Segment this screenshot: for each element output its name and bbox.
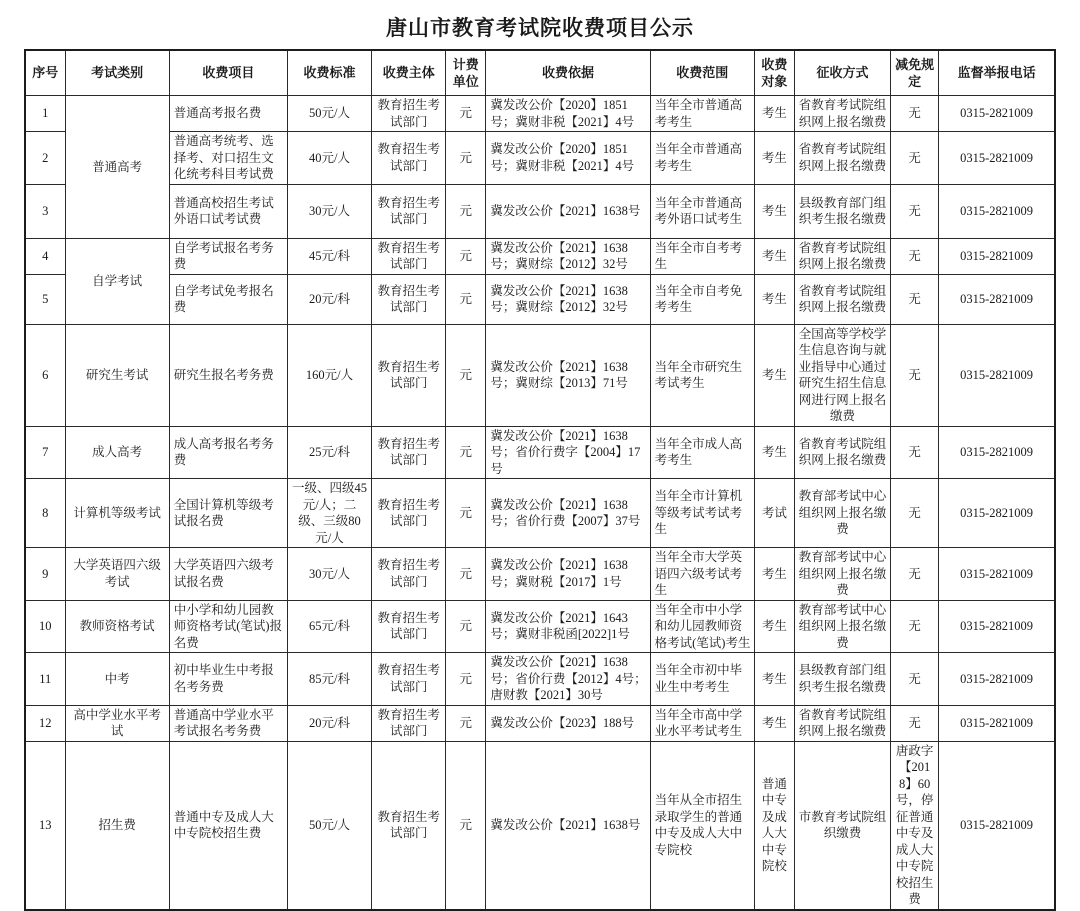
cell-billing-unit: 元	[446, 426, 486, 479]
cell-fee-item: 普通高中学业水平考试报名考务费	[169, 705, 287, 741]
cell-exam-category: 成人高考	[65, 426, 169, 479]
table-row	[25, 184, 1055, 238]
cell-fee-standard: 65元/科	[287, 600, 371, 653]
header-row	[25, 50, 1055, 96]
cell-collection-method: 省教育考试院组织网上报名缴费	[794, 132, 890, 185]
cell-waiver-rule: 无	[891, 324, 939, 426]
cell-collection-method: 省教育考试院组织网上报名缴费	[794, 238, 890, 274]
cell-fee-subject: 教育招生考试部门	[372, 548, 446, 601]
cell-waiver-rule: 唐政字【2018】60号，停征普通中专及成人大中专院校招生费	[891, 741, 939, 910]
cell-report-phone: 0315-2821009	[939, 184, 1055, 238]
cell-billing-unit: 元	[446, 741, 486, 910]
cell-fee-scope: 当年全市普通高考外语口试考生	[650, 184, 754, 238]
cell-fee-item: 普通高校招生考试外语口试考试费	[169, 184, 287, 238]
cell-collection-method: 省教育考试院组织网上报名缴费	[794, 274, 890, 324]
cell-fee-scope: 当年全市计算机等级考试考试考生	[650, 479, 754, 548]
cell-report-phone: 0315-2821009	[939, 705, 1055, 741]
cell-report-phone: 0315-2821009	[939, 132, 1055, 185]
fee-table-body	[25, 96, 1055, 910]
cell-waiver-rule: 无	[891, 479, 939, 548]
cell-waiver-rule: 无	[891, 238, 939, 274]
cell-fee-basis: 冀发改公价【2021】1638号；冀财综【2013】71号	[486, 324, 650, 426]
cell-waiver-rule: 无	[891, 705, 939, 741]
cell-report-phone: 0315-2821009	[939, 548, 1055, 601]
cell-collection-method: 教育部考试中心组织网上报名缴费	[794, 600, 890, 653]
cell-report-phone: 0315-2821009	[939, 600, 1055, 653]
cell-fee-basis: 冀发改公价【2021】1638号；省价行费字【2004】17号	[486, 426, 650, 479]
cell-billing-unit: 元	[446, 548, 486, 601]
cell-fee-standard: 50元/人	[287, 741, 371, 910]
cell-fee-item: 自学考试免考报名费	[169, 274, 287, 324]
cell-fee-subject: 教育招生考试部门	[372, 132, 446, 185]
cell-fee-basis: 冀发改公价【2023】188号	[486, 705, 650, 741]
cell-billing-unit: 元	[446, 479, 486, 548]
cell-fee-target: 考生	[754, 132, 794, 185]
cell-report-phone: 0315-2821009	[939, 479, 1055, 548]
cell-fee-basis: 冀发改公价【2021】1638号；冀财综【2012】32号	[486, 274, 650, 324]
table-row	[25, 600, 1055, 653]
cell-serial-no: 9	[25, 548, 65, 601]
cell-serial-no: 7	[25, 426, 65, 479]
cell-collection-method: 省教育考试院组织网上报名缴费	[794, 426, 890, 479]
column-header-fee-item: 收费项目	[169, 50, 287, 96]
cell-fee-scope: 当年全市高中学业水平考试考生	[650, 705, 754, 741]
cell-collection-method: 教育部考试中心组织网上报名缴费	[794, 548, 890, 601]
cell-report-phone: 0315-2821009	[939, 653, 1055, 706]
table-row	[25, 238, 1055, 274]
cell-fee-scope: 当年全市自考免考考生	[650, 274, 754, 324]
cell-collection-method: 县级教育部门组织考生报名缴费	[794, 184, 890, 238]
cell-fee-item: 全国计算机等级考试报名费	[169, 479, 287, 548]
cell-exam-category: 招生费	[65, 741, 169, 910]
cell-waiver-rule: 无	[891, 132, 939, 185]
cell-fee-target: 普通中专及成人大中专院校	[754, 741, 794, 910]
cell-fee-basis: 冀发改公价【2020】1851号；冀财非税【2021】4号	[486, 96, 650, 132]
cell-fee-item: 成人高考报名考务费	[169, 426, 287, 479]
table-row	[25, 741, 1055, 910]
column-header-billing-unit: 计费单位	[446, 50, 486, 96]
cell-billing-unit: 元	[446, 132, 486, 185]
cell-serial-no: 10	[25, 600, 65, 653]
cell-serial-no: 8	[25, 479, 65, 548]
column-header-report-phone: 监督举报电话	[939, 50, 1055, 96]
cell-fee-standard: 40元/人	[287, 132, 371, 185]
cell-fee-basis: 冀发改公价【2021】1638号；省价行费【2007】37号	[486, 479, 650, 548]
cell-report-phone: 0315-2821009	[939, 741, 1055, 910]
cell-fee-subject: 教育招生考试部门	[372, 96, 446, 132]
cell-fee-target: 考生	[754, 324, 794, 426]
cell-fee-scope: 当年全市普通高考考生	[650, 132, 754, 185]
cell-fee-target: 考生	[754, 548, 794, 601]
table-row	[25, 274, 1055, 324]
column-header-fee-scope: 收费范围	[650, 50, 754, 96]
cell-report-phone: 0315-2821009	[939, 274, 1055, 324]
cell-fee-scope: 当年从全市招生录取学生的普通中专及成人大中专院校	[650, 741, 754, 910]
cell-exam-category: 大学英语四六级考试	[65, 548, 169, 601]
cell-fee-scope: 当年全市自考考生	[650, 238, 754, 274]
cell-fee-subject: 教育招生考试部门	[372, 479, 446, 548]
cell-billing-unit: 元	[446, 600, 486, 653]
cell-billing-unit: 元	[446, 96, 486, 132]
cell-serial-no: 4	[25, 238, 65, 274]
cell-fee-target: 考试	[754, 479, 794, 548]
cell-fee-standard: 25元/科	[287, 426, 371, 479]
column-header-fee-standard: 收费标准	[287, 50, 371, 96]
table-row	[25, 705, 1055, 741]
cell-fee-target: 考生	[754, 238, 794, 274]
cell-report-phone: 0315-2821009	[939, 426, 1055, 479]
cell-report-phone: 0315-2821009	[939, 96, 1055, 132]
cell-fee-scope: 当年全市成人高考考生	[650, 426, 754, 479]
cell-exam-category: 计算机等级考试	[65, 479, 169, 548]
cell-serial-no: 2	[25, 132, 65, 185]
cell-fee-scope: 当年全市初中毕业生中考考生	[650, 653, 754, 706]
cell-report-phone: 0315-2821009	[939, 324, 1055, 426]
cell-collection-method: 省教育考试院组织网上报名缴费	[794, 705, 890, 741]
cell-fee-scope: 当年全市普通高考考生	[650, 96, 754, 132]
cell-serial-no: 6	[25, 324, 65, 426]
cell-fee-basis: 冀发改公价【2020】1851号；冀财非税【2021】4号	[486, 132, 650, 185]
cell-exam-category: 自学考试	[65, 238, 169, 324]
cell-waiver-rule: 无	[891, 426, 939, 479]
cell-serial-no: 5	[25, 274, 65, 324]
cell-collection-method: 市教育考试院组织缴费	[794, 741, 890, 910]
cell-fee-target: 考生	[754, 96, 794, 132]
cell-fee-standard: 30元/人	[287, 184, 371, 238]
cell-fee-basis: 冀发改公价【2021】1638号；冀财税【2017】1号	[486, 548, 650, 601]
cell-fee-scope: 当年全市中小学和幼儿园教师资格考试(笔试)考生	[650, 600, 754, 653]
cell-billing-unit: 元	[446, 324, 486, 426]
cell-serial-no: 12	[25, 705, 65, 741]
table-row	[25, 653, 1055, 706]
cell-fee-standard: 85元/科	[287, 653, 371, 706]
cell-fee-subject: 教育招生考试部门	[372, 600, 446, 653]
cell-fee-standard: 一级、四级45元/人；二级、三级80元/人	[287, 479, 371, 548]
cell-exam-category: 普通高考	[65, 96, 169, 239]
cell-fee-item: 普通中专及成人大中专院校招生费	[169, 741, 287, 910]
cell-fee-standard: 20元/科	[287, 705, 371, 741]
cell-fee-item: 大学英语四六级考试报名费	[169, 548, 287, 601]
cell-fee-basis: 冀发改公价【2021】1638号；省价行费【2012】4号；唐财教【2021】30号	[486, 653, 650, 706]
cell-fee-item: 中小学和幼儿园教师资格考试(笔试)报名费	[169, 600, 287, 653]
cell-fee-target: 考生	[754, 184, 794, 238]
cell-fee-target: 考生	[754, 653, 794, 706]
cell-fee-target: 考生	[754, 600, 794, 653]
column-header-exam-category: 考试类别	[65, 50, 169, 96]
cell-exam-category: 高中学业水平考试	[65, 705, 169, 741]
column-header-waiver-rule: 减免规定	[891, 50, 939, 96]
cell-exam-category: 教师资格考试	[65, 600, 169, 653]
cell-fee-standard: 50元/人	[287, 96, 371, 132]
cell-fee-subject: 教育招生考试部门	[372, 705, 446, 741]
cell-serial-no: 13	[25, 741, 65, 910]
cell-fee-target: 考生	[754, 426, 794, 479]
cell-fee-scope: 当年全市大学英语四六级考试考生	[650, 548, 754, 601]
cell-serial-no: 3	[25, 184, 65, 238]
table-row	[25, 324, 1055, 426]
cell-fee-subject: 教育招生考试部门	[372, 238, 446, 274]
cell-waiver-rule: 无	[891, 274, 939, 324]
cell-report-phone: 0315-2821009	[939, 238, 1055, 274]
column-header-serial-no: 序号	[25, 50, 65, 96]
table-row	[25, 426, 1055, 479]
cell-collection-method: 省教育考试院组织网上报名缴费	[794, 96, 890, 132]
cell-billing-unit: 元	[446, 238, 486, 274]
cell-fee-subject: 教育招生考试部门	[372, 274, 446, 324]
column-header-fee-subject: 收费主体	[372, 50, 446, 96]
cell-serial-no: 11	[25, 653, 65, 706]
cell-fee-standard: 30元/人	[287, 548, 371, 601]
cell-fee-subject: 教育招生考试部门	[372, 741, 446, 910]
cell-serial-no: 1	[25, 96, 65, 132]
cell-fee-target: 考生	[754, 274, 794, 324]
cell-fee-subject: 教育招生考试部门	[372, 324, 446, 426]
cell-billing-unit: 元	[446, 184, 486, 238]
cell-collection-method: 县级教育部门组织考生报名缴费	[794, 653, 890, 706]
cell-fee-basis: 冀发改公价【2021】1638号；冀财综【2012】32号	[486, 238, 650, 274]
cell-fee-scope: 当年全市研究生考试考生	[650, 324, 754, 426]
table-row	[25, 548, 1055, 601]
cell-fee-standard: 160元/人	[287, 324, 371, 426]
cell-fee-basis: 冀发改公价【2021】1638号	[486, 184, 650, 238]
cell-fee-target: 考生	[754, 705, 794, 741]
cell-billing-unit: 元	[446, 653, 486, 706]
table-row	[25, 96, 1055, 132]
table-row	[25, 479, 1055, 548]
cell-fee-standard: 45元/科	[287, 238, 371, 274]
cell-waiver-rule: 无	[891, 600, 939, 653]
cell-billing-unit: 元	[446, 274, 486, 324]
cell-fee-item: 研究生报名考务费	[169, 324, 287, 426]
cell-fee-item: 普通高考报名费	[169, 96, 287, 132]
cell-collection-method: 教育部考试中心组织网上报名缴费	[794, 479, 890, 548]
cell-fee-basis: 冀发改公价【2021】1638号	[486, 741, 650, 910]
cell-waiver-rule: 无	[891, 548, 939, 601]
column-header-collection-method: 征收方式	[794, 50, 890, 96]
column-header-fee-basis: 收费依据	[486, 50, 650, 96]
table-row	[25, 132, 1055, 185]
cell-fee-item: 初中毕业生中考报名考务费	[169, 653, 287, 706]
cell-fee-item: 自学考试报名考务费	[169, 238, 287, 274]
cell-fee-standard: 20元/科	[287, 274, 371, 324]
cell-fee-basis: 冀发改公价【2021】1643号；冀财非税函[2022]1号	[486, 600, 650, 653]
cell-fee-subject: 教育招生考试部门	[372, 653, 446, 706]
cell-fee-subject: 教育招生考试部门	[372, 184, 446, 238]
page-title: 唐山市教育考试院收费项目公示	[386, 16, 694, 40]
cell-fee-item: 普通高考统考、选择考、对口招生文化统考科目考试费	[169, 132, 287, 185]
cell-exam-category: 中考	[65, 653, 169, 706]
cell-waiver-rule: 无	[891, 96, 939, 132]
cell-waiver-rule: 无	[891, 184, 939, 238]
column-header-fee-target: 收费对象	[754, 50, 794, 96]
cell-billing-unit: 元	[446, 705, 486, 741]
cell-waiver-rule: 无	[891, 653, 939, 706]
cell-collection-method: 全国高等学校学生信息咨询与就业指导中心通过研究生招生信息网进行网上报名缴费	[794, 324, 890, 426]
cell-fee-subject: 教育招生考试部门	[372, 426, 446, 479]
fee-table	[24, 49, 1056, 911]
cell-exam-category: 研究生考试	[65, 324, 169, 426]
